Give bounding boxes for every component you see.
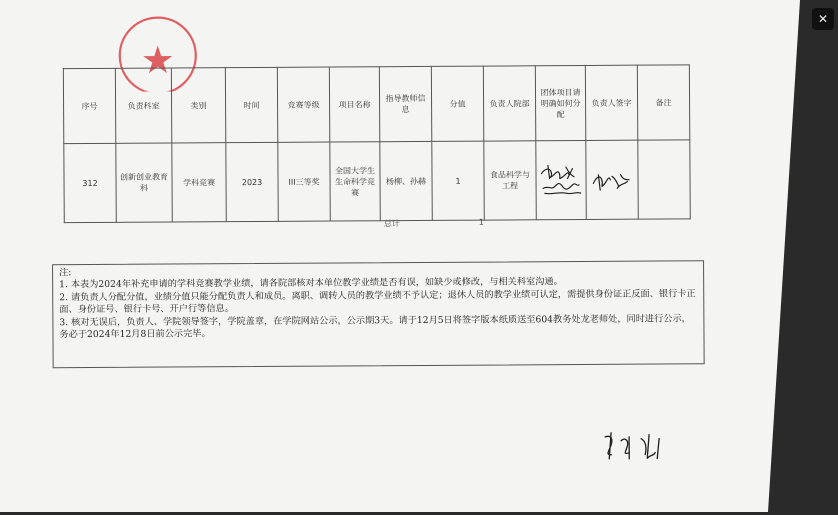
header-cell: 序号 xyxy=(63,68,115,143)
table-row xyxy=(64,140,690,223)
header-cell: 团体项目请明确如何分配 xyxy=(535,65,585,140)
total-row xyxy=(384,218,484,230)
cell-year: 2023 xyxy=(226,142,278,221)
header-cell: 指导教师信息 xyxy=(379,66,431,141)
leader-signature xyxy=(586,141,637,219)
cell-advisor: 杨柳、孙赫 xyxy=(380,141,432,220)
table-header-row xyxy=(63,65,689,144)
header-cell: 时间 xyxy=(225,67,277,142)
cell-score: 1 xyxy=(432,141,484,220)
header-cell: 负责人院部 xyxy=(483,66,535,141)
allocation-signature xyxy=(536,141,585,219)
cell-allocation xyxy=(536,140,586,219)
cell-office: 创新创业教育科 xyxy=(116,143,172,222)
cell-leader-signature xyxy=(586,140,638,219)
cell-level: III三等奖 xyxy=(278,142,330,221)
close-icon[interactable]: ✕ xyxy=(817,12,829,26)
achievement-table xyxy=(63,64,691,223)
header-cell: 竞赛等级 xyxy=(277,67,329,142)
header-cell: 备注 xyxy=(637,65,689,140)
header-cell: 类别 xyxy=(171,68,225,143)
header-cell: 负责科室 xyxy=(115,68,171,143)
note-line: 3. 核对无误后，负责人、学院领导签字，学院盖章，在学院网站公示，公示期3天。请于12月5日将签字版本纸质送至604教务处龙老师处，同时进行公示，务必于2024年12月8日前公示完毕。 xyxy=(59,312,691,341)
note-line: 1. 本表为2024年补充申请的学科竞赛教学业绩，请各院部核对本单位教学业绩是否有误，如缺少或修改，与相关科室沟通。 xyxy=(59,276,563,291)
header-cell: 负责人签字 xyxy=(585,65,637,140)
notes-title: 注: xyxy=(59,267,72,279)
cell-serial: 312 xyxy=(64,143,116,222)
note-line: 2. 请负责人分配分值，业绩分值只能分配负责人和成员。离职、调转人员的教学业绩不予认定；退休人员的教学业绩可认定，需提供身份证正反面、银行卡正面、身份证号、银行卡号、开户行等信息。 xyxy=(59,288,696,316)
notes-box xyxy=(52,260,705,368)
total-label: 总计 xyxy=(383,219,400,229)
total-value: 1 xyxy=(478,217,484,227)
cell-project: 全国大学生生命科学竞赛 xyxy=(330,142,380,221)
cell-department: 食品科学与工程 xyxy=(484,141,536,220)
close-button[interactable] xyxy=(812,8,834,30)
header-cell: 分值 xyxy=(431,66,483,141)
header-cell: 项目名称 xyxy=(329,67,379,142)
cell-remarks xyxy=(638,140,690,219)
cell-category: 学科竞赛 xyxy=(172,143,226,222)
bottom-signature xyxy=(599,428,679,468)
